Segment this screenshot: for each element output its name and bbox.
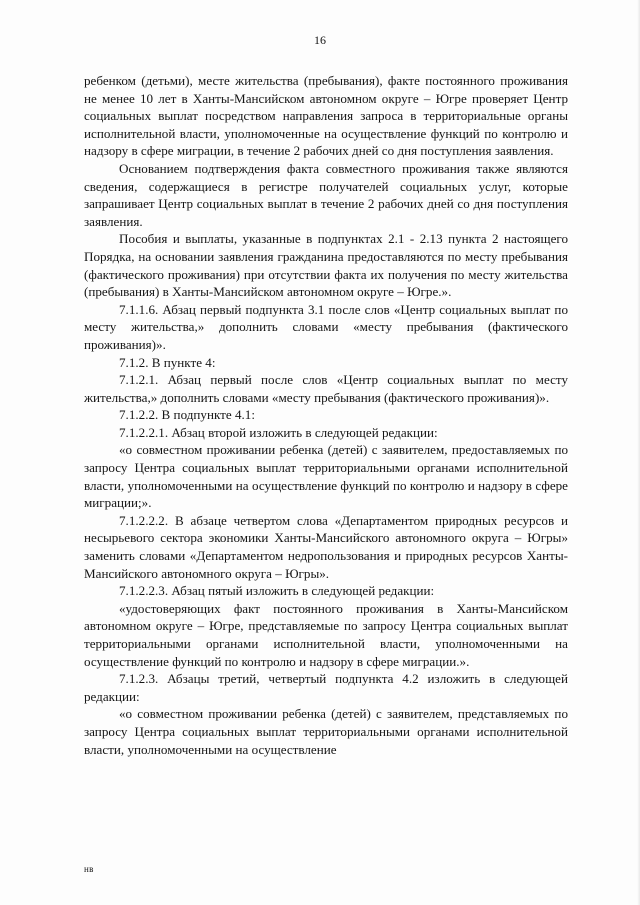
paragraph-7-1-2-2-3: 7.1.2.2.3. Абзац пятый изложить в следующей редакции: — [119, 583, 435, 599]
paragraph-continuation: ребенком (детьми), месте жительства (пребывания), факте постоянного проживания не менее 10 лет в Ханты-Мансийском автономном округе – Югре проверяет Центр социальных выплат посредством направления запроса в территориальные органы исполнительной власти, уполномоченные на осуществление функций по контролю и надзору в сфере миграции, в течение 2 рабочих дней со дня поступления заявления. — [84, 73, 568, 159]
paragraph-quote-cohabitation-2: «о совместном проживании ребенка (детей) с заявителем, представляемых по запросу Центра социальных выплат территориальными органами исполнительной власти, уполномоченными на осуществление — [84, 706, 568, 757]
page-number: 16 — [314, 33, 326, 47]
paragraph-cohabitation-basis: Основанием подтверждения факта совместного проживания также являются сведения, содержащиеся в регистре получателей социальных услуг, которые запрашивает Центр социальных выплат в течение 2 рабочих дней со дня поступления заявления. — [84, 160, 568, 229]
paragraph-7-1-2-1: 7.1.2.1. Абзац первый после слов «Центр социальных выплат по месту жительства,» дополнить словами «месту пребывания (фактического проживания)». — [84, 372, 568, 405]
paragraph-7-1-1-6: 7.1.1.6. Абзац первый подпункта 3.1 после слов «Центр социальных выплат по месту жительства,» дополнить словами «месту пребывания (фактического проживания)». — [84, 301, 568, 352]
paragraph-7-1-2-2-2: 7.1.2.2.2. В абзаце четвертом слова «Департаментом природных ресурсов и несырьевого сектора экономики Ханты-Мансийского автономного округа – Югры» заменить словами «Департаментом недропользования и природных ресурсов Ханты-Мансийского автономного округа – Югры». — [84, 512, 568, 581]
document-body — [84, 72, 568, 758]
paragraph-7-1-2-2: 7.1.2.2. В подпункте 4.1: — [119, 407, 255, 423]
paragraph-7-1-2-2-1: 7.1.2.2.1. Абзац второй изложить в следующей редакции: — [119, 424, 438, 440]
paragraph-quote-residence: «удостоверяющих факт постоянного проживания в Ханты-Мансийском автономном округе – Югре, представляемые по запросу Центра социальных выплат территориальными органами исполнительной власти, уполномоченными на осуществление функций по контролю и надзору в сфере миграции.». — [84, 600, 568, 669]
paragraph-7-1-2-3: 7.1.2.3. Абзацы третий, четвертый подпункта 4.2 изложить в следующей редакции: — [84, 671, 568, 704]
paragraph-quote-cohabitation: «о совместном проживании ребенка (детей) с заявителем, предоставляемых по запросу Центра социальных выплат территориальными органами исполнительной власти, уполномоченными на осуществление функций по контролю и надзору в сфере миграции;». — [84, 442, 568, 511]
footer-mark: нв — [84, 864, 94, 874]
paragraph-7-1-2: 7.1.2. В пункте 4: — [119, 354, 216, 370]
paragraph-benefits-place: Пособия и выплаты, указанные в подпунктах 2.1 - 2.13 пункта 2 настоящего Порядка, на основании заявления гражданина предоставляются по месту пребывания (фактического проживания) при отсутствии факта их получения по месту жительства (пребывания) в Ханты-Мансийском автономном округе – Югре.». — [84, 231, 568, 300]
